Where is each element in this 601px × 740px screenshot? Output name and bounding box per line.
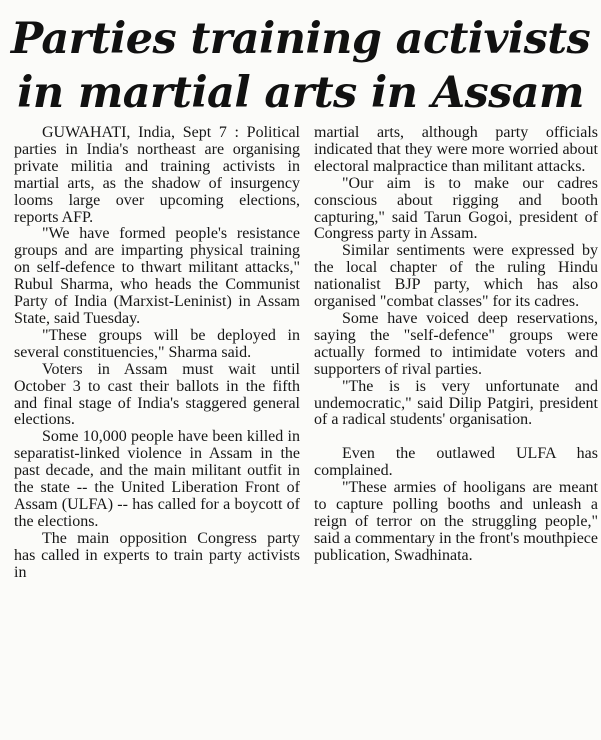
paragraph-12: Even the outlawed ULFA has complained. xyxy=(314,445,598,480)
paragraph-6: The main opposition Congress party has called in experts to train party activists in xyxy=(14,529,300,581)
paragraph-1-text: Political parties in India's northeast are organising private militia and training activists in martial arts, as the shadow of insurgency looms large over upcoming elections, reports AFP. xyxy=(14,124,301,226)
paragraph-3: "These groups will be deployed in several constituencies," Sharma said. xyxy=(14,326,300,361)
paragraph-7: martial arts, although party officials indicated that they were more worried about electoral malpractice than militant attacks. xyxy=(314,124,598,175)
right-column xyxy=(314,125,598,565)
headline-line-2: in martial arts in Assam xyxy=(17,68,584,118)
left-column xyxy=(14,125,300,581)
headline xyxy=(0,0,601,126)
paragraph-8: "Our aim is to make our cadres conscious about rigging and booth capturing," said Tarun Gogoi, president of Congress party in Assam. xyxy=(314,174,598,243)
paragraph-10: Some have voiced deep reservations, saying the "self-defence" groups were actually formed to intimidate voters and supporters of rival parties. xyxy=(314,309,598,378)
headline-line-1: Parties training activists xyxy=(10,14,591,64)
paragraph-9: Similar sentiments were expressed by the local chapter of the ruling Hindu nationalist BJP party, which has also organised "combat classes" for its cadres. xyxy=(314,242,598,311)
dateline: GUWAHATI, India, Sept 7 : xyxy=(42,124,239,141)
paragraph-13: "These armies of hooligans are meant to capture polling booths and unleash a reign of terror on the struggling people," said a commentary in the front's mouthpiece publication, Swadhinata. xyxy=(314,479,598,564)
paragraph-2: "We have formed people's resistance groups and are imparting physical training on self-defence to thwart militant attacks," Rubul Sharma, who heads the Communist Party of India (Marxist-Leninist) in Assam State, said Tuesday. xyxy=(14,225,300,327)
paragraph-5: Some 10,000 people have been killed in separatist-linked violence in Assam in the past decade, and the main militant outfit in the state -- the United Liberation Front of Assam (ULFA) -- has called for a boycott of the elections. xyxy=(14,428,300,530)
article-body xyxy=(14,125,596,737)
paragraph-1 xyxy=(14,125,300,226)
paragraph-4: Voters in Assam must wait until October 3 to cast their ballots in the fifth and final stage of India's staggered general elections. xyxy=(14,360,300,429)
paragraph-11: "The is is very unfortunate and undemocratic," said Dilip Patgiri, president of a radical students' organisation. xyxy=(314,377,598,429)
